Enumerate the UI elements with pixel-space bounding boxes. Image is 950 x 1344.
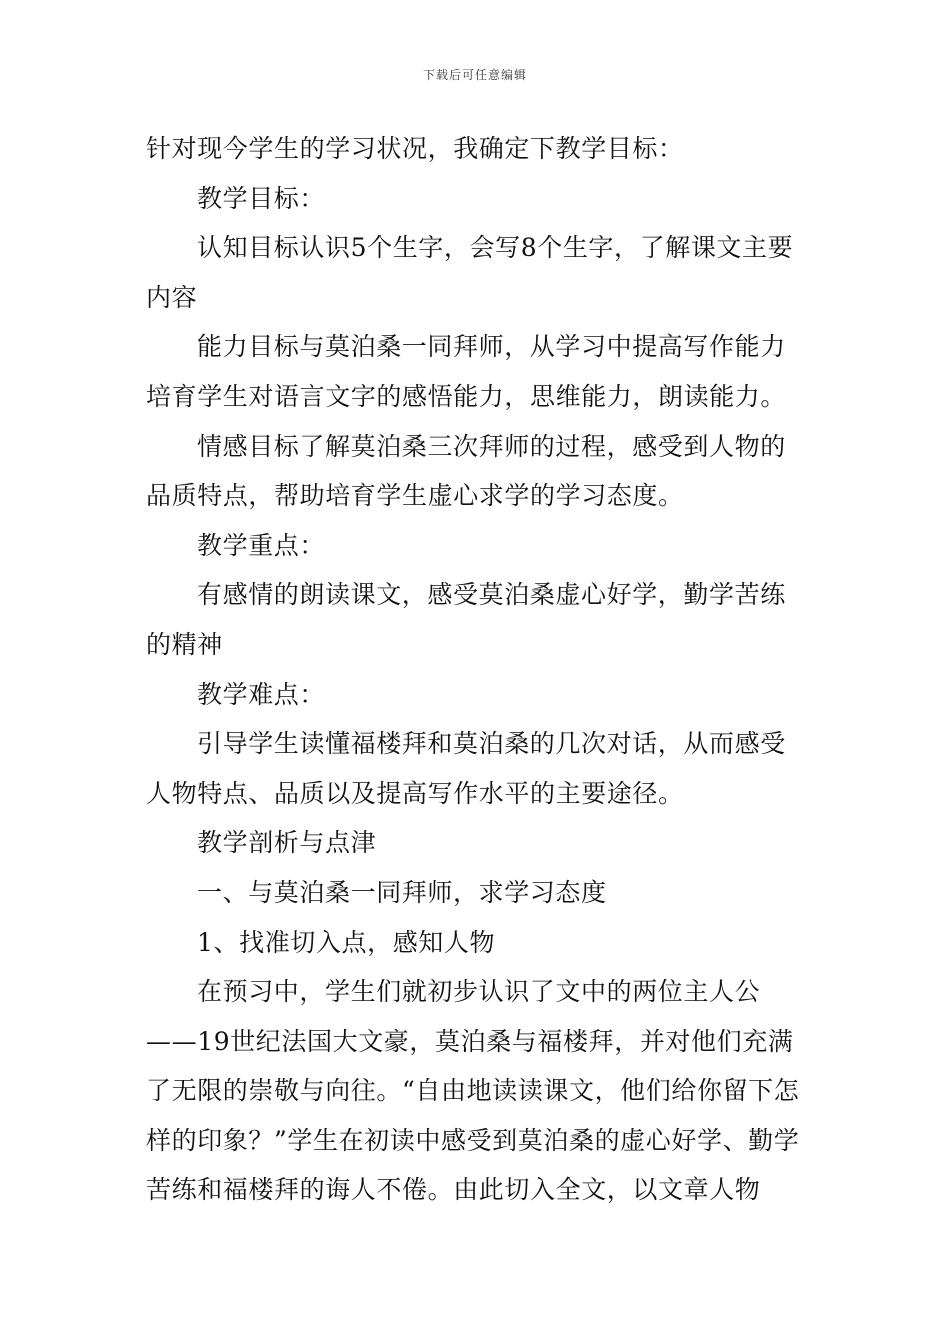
heading-section-one: 一、与莫泊桑一同拜师，求学习态度 <box>197 877 607 907</box>
heading-analysis: 教学剖析与点津 <box>197 828 377 858</box>
heading-subsection-one: 1、找准切入点，感知人物 <box>197 927 496 957</box>
paragraph-difficulties: 引导学生读懂福楼拜和莫泊桑的几次对话，从而感受人物特点、品质以及提高写作水平的主要途径。 <box>146 729 786 808</box>
paragraph-emotional-goal: 情感目标了解莫泊桑三次拜师的过程，感受到人物的品质特点，帮助培育学生虚心求学的学习态度。 <box>146 431 786 511</box>
paragraph-ability-goal: 能力目标与莫泊桑一同拜师，从学习中提高写作能力培育学生对语言文字的感悟能力，思维能力，朗读能力。 <box>146 332 787 411</box>
paragraph-intro: 针对现今学生的学习状况，我确定下教学目标： <box>146 134 684 163</box>
paragraph-key-points: 有感情的朗读课文，感受莫泊桑虚心好学，勤学苦练的精神 <box>146 580 786 659</box>
heading-key-points: 教学重点： <box>197 530 326 560</box>
paragraph-cognitive-goal: 认知目标认识5个生字，会写8个生字，了解课文主要内容 <box>146 233 794 312</box>
page-header: 下载后可任意编辑 <box>422 68 527 82</box>
document-body <box>146 124 808 1215</box>
heading-teaching-goals: 教学目标： <box>197 183 326 213</box>
paragraph-preview: 在预习中，学生们就初步认识了文中的两位主人公——19世纪法国大文豪，莫泊桑与福楼拜，并对他们充满了无限的崇敬与向往。“自由地读读课文，他们给你留下怎样的印象？”学生在初读中感受到莫泊桑的虚心好学、勤学苦练和福楼拜的诲人不倦。由此切入全文，以文章人物 <box>146 977 800 1205</box>
heading-difficulties: 教学难点： <box>197 679 326 709</box>
